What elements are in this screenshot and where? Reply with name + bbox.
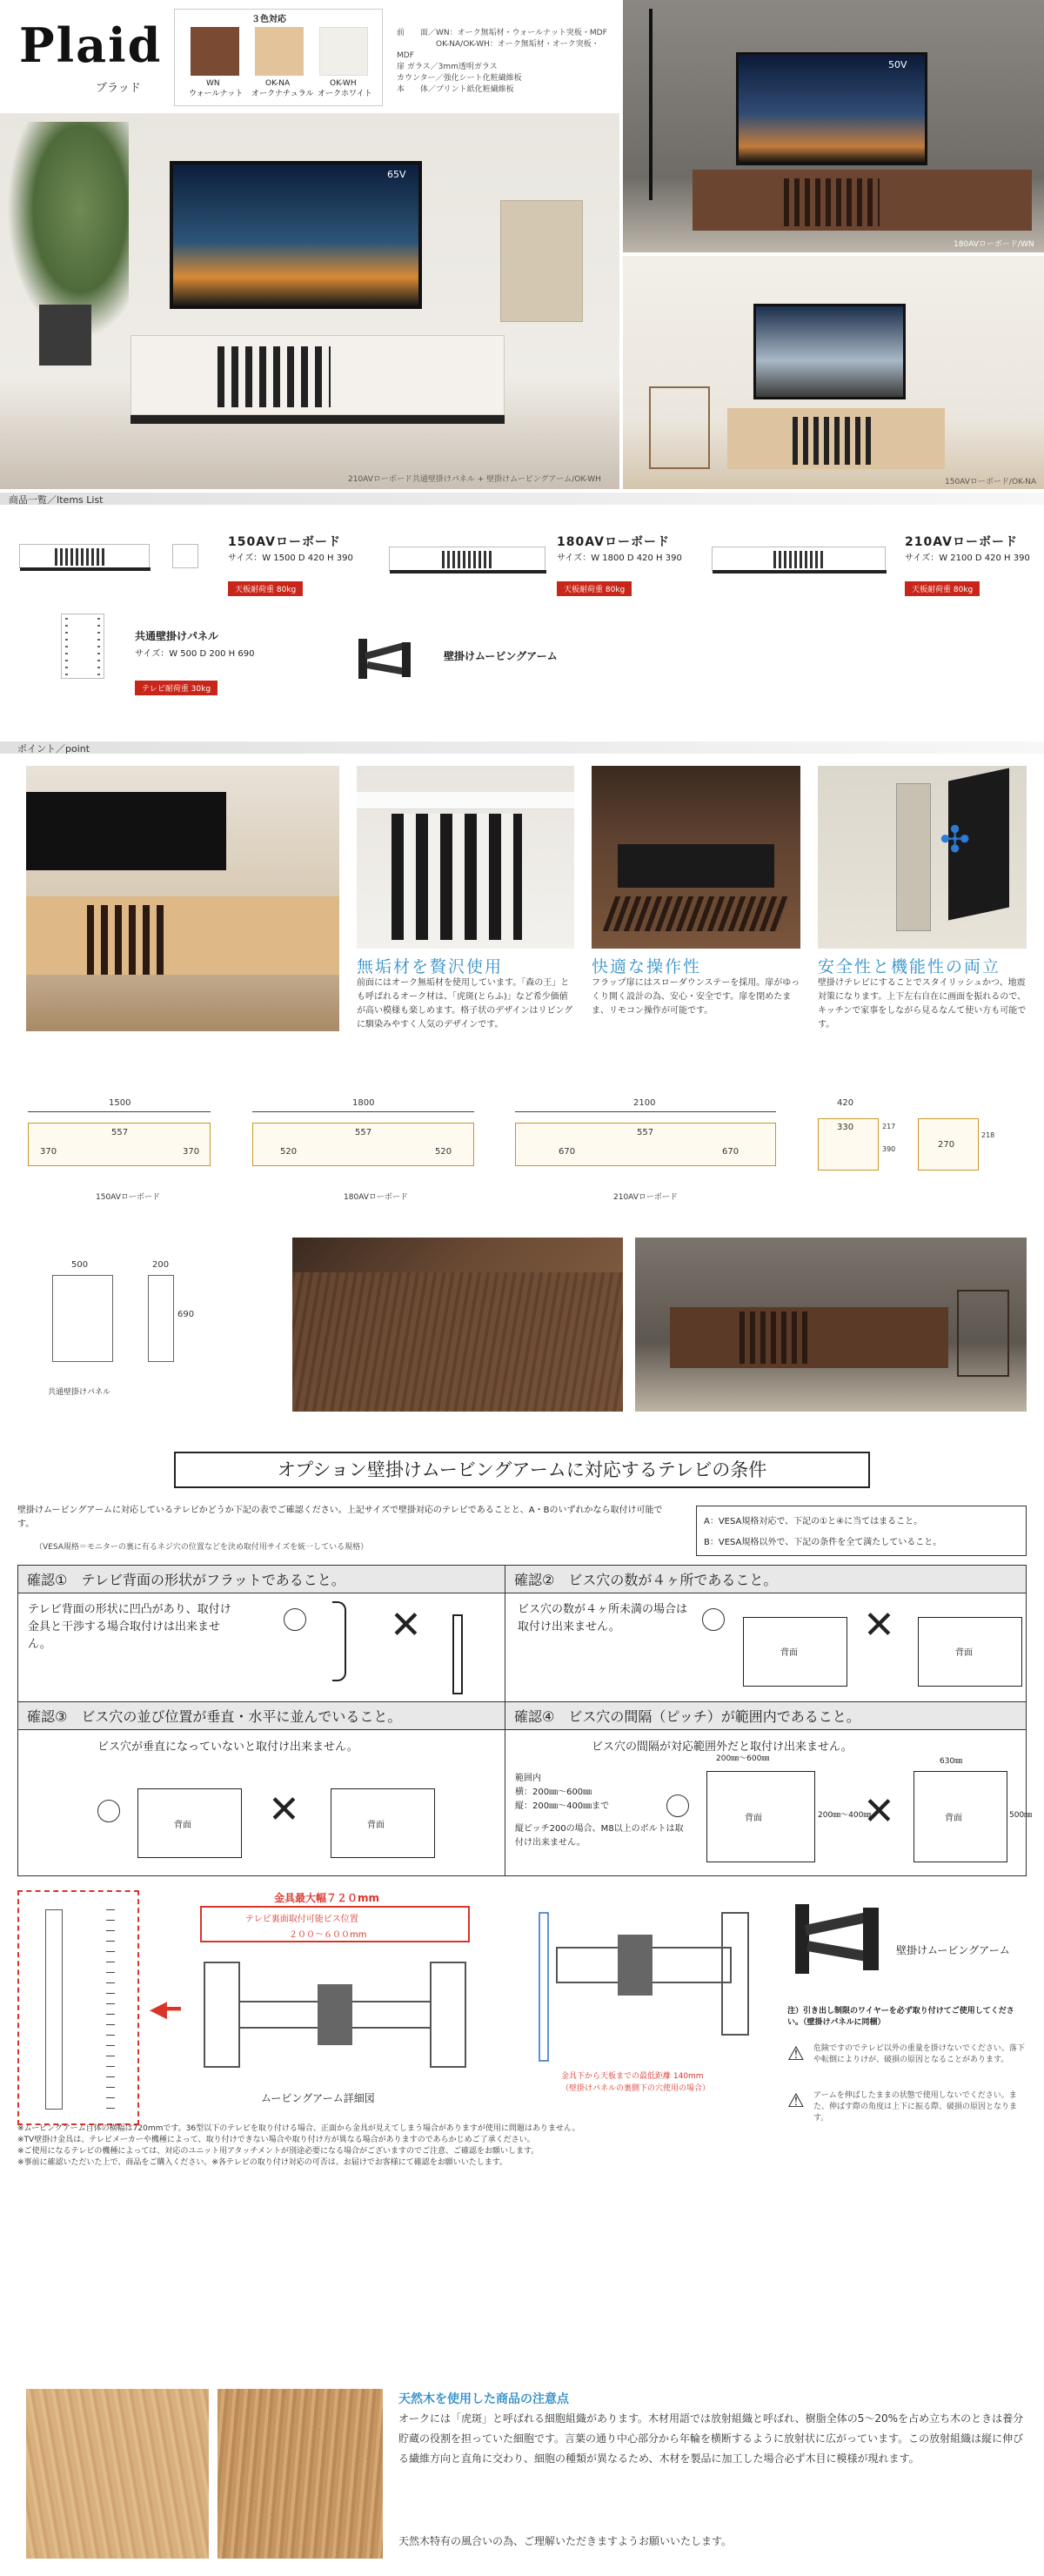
items-list-title: 商品一覧／Items List [9,494,104,506]
dim-depth-h2: 390 [882,1145,896,1153]
dim-caption: 180AVローボード [344,1193,408,1202]
dim-180-topline [252,1111,474,1112]
detail-photo-room [635,1238,1027,1412]
range-v: 縦：200㎜〜400㎜まで [515,1801,610,1811]
low-board-base [130,415,505,424]
arm-product-image [790,1895,886,1982]
ng-side: 500㎜ [1009,1811,1033,1820]
product-name: 210AVローボード [905,535,1018,549]
load-badge: テレビ耐荷重 30kg [135,681,218,695]
pitch-note: 縦ピッチ200の場合、M8以上のボルトは取付け出来ません。 [515,1824,684,1848]
panel-thumb [61,614,104,679]
low-board-lattice [218,346,331,407]
spec-line: 本 体／プリント紙化粧繊維板 [397,85,514,95]
dim-side: 370 [40,1147,57,1157]
check-4-title: 確認④ ビス穴の間隔（ピッチ）が範囲内であること。 [505,1702,1026,1730]
tv-uneven-back-icon [452,1614,463,1694]
point-body: 前面にはオーク無垢材を使用しています。「森の王」とも呼ばれるオーク材は、「虎斑(とらふ)」など希少価値が高い模様も楽しめます。格子状のデザインはリビングに馴染みやすく人気のデザインです。 [357,978,573,1030]
product-thumb-210 [712,547,886,571]
conditions-intro-note: （VESA規格＝モニターの裏に有るネジ穴の位置などを決め取付用サイズを統一している規格） [35,1543,369,1552]
point-body: フラップ扉にはスローダウンステーを採用。扉がゆっくり開く設計の為、安心・安全です。扉を閉めたまま、リモコン操作が可能です。 [592,978,800,1016]
point-heading: 安全性と機能性の両立 [818,957,1001,976]
ok-circle-icon [284,1608,306,1631]
swatch-name: オークホワイト [318,90,372,98]
conditions-intro: 壁掛けムービングアームに対応しているテレビかどうか下記の表でご確認ください。上記サイズで壁掛対応のテレビであることと、A・Bのいずれかなら取付け可能です。 [17,1506,663,1529]
load-badge: 天板耐荷重 80kg [557,581,632,596]
dim-depth-total: 420 [837,1098,854,1108]
spec-line: 扉 ガラス／3mm透明ガラス [397,63,498,72]
wood-sample-2 [218,2389,383,2559]
ng-cross-icon: ✕ [863,1603,895,1647]
ng-cross-icon: ✕ [268,1788,300,1832]
check-1-title: 確認① テレビ背面の形状がフラットであること。 [18,1566,505,1593]
dim-total: 1800 [352,1098,375,1108]
back-label: 背面 [745,1814,762,1823]
note-b: B：VESA規格以外で、下記の条件を全て満たしていること。 [704,1538,942,1547]
points-title: ポイント／point [17,743,90,755]
arm-vesa-box [200,1906,470,1942]
back-label: 背面 [367,1821,385,1830]
load-badge: 天板耐荷重 80kg [905,581,980,596]
footnote: ※事前に確認いただいた上で、商品をご購入ください。※各テレビの取り付け対応の可否は、お届けでお客様にて確認をお願いいたします。 [17,2158,508,2168]
ok-circle-icon [666,1794,689,1817]
floor-lamp [649,9,652,200]
spec-line: カウンター／強化シート化粧繊維板 [397,74,522,84]
dim-total: 1500 [109,1098,131,1108]
warning-icon: ⚠ [787,2090,805,2112]
dim-210-topline [515,1111,776,1112]
points-bar [0,741,1044,754]
dim-caption: 210AVローボード [613,1193,678,1202]
hero-photo-right-bottom [623,256,1044,489]
arm-warn-1: 注）引き出し制限のワイヤーを必ず取り付けてご使用してください。（壁掛けパネルに同梱） [787,2007,1014,2028]
wood-notice-closing: 天然木特有の風合いの為、ご理解いただきますようお願いいたします。 [398,2535,733,2547]
move-arrows-icon: ✣ [940,818,971,861]
ng-cross-icon: ✕ [863,1789,895,1834]
back-label: 背面 [955,1648,973,1658]
product-size: サイズ：W 1500 D 420 H 390 [228,553,353,563]
dim-panel-width: 500 [71,1260,89,1270]
dim-panel-height: 690 [177,1310,195,1319]
conditions-title-box: オプション壁掛けムービングアームに対応するテレビの条件 [174,1452,870,1488]
wall-art [500,200,583,322]
panel-name: 共通壁掛けパネル [135,630,219,642]
footnote: ※TV壁掛け金具は、テレビメーカーや機種によって、取り付けできない場合や取り付け方が異なる場合がありますのであらかじめご了承ください。 [17,2136,535,2145]
brand-logo: Plaid [19,17,163,73]
product-size: サイズ：W 1800 D 420 H 390 [557,553,682,563]
dim-center: 557 [111,1128,129,1137]
dim-side: 520 [280,1147,298,1157]
dim-caption: 150AVローボード [96,1193,160,1202]
point-photo-3 [592,766,800,949]
range-label: 範囲内 [515,1774,541,1783]
product-thumb-180 [389,547,545,571]
product-thumb-side [172,544,198,568]
dim-side: 670 [559,1147,576,1157]
check-2-title: 確認② ビス穴の数が４ヶ所であること。 [505,1566,1026,1593]
arm-bottom-sub: （壁掛けパネルの裏側下の穴使用の場合） [561,2084,711,2093]
ok-circle-icon [702,1608,725,1631]
dim-total: 2100 [633,1098,656,1108]
arm-max-width: 金具最大幅７２０mm [274,1892,380,1904]
arm-front-drawing [200,1954,470,2076]
swatch-name: ウォールナット [189,90,244,98]
dim-depth-inner: 330 [837,1123,854,1132]
color-options [174,9,383,106]
arm-vesa-range: テレビ裏面取付可能ビス位置 [245,1915,358,1924]
arm-warn-2: 危険ですのでテレビ以外の重量を掛けないでください。落下や転倒によりけが、破損の原因となることがあります。 [813,2044,1025,2065]
side-table [649,386,710,469]
ng-cross-icon: ✕ [390,1603,422,1647]
product-size: サイズ：W 2100 D 420 H 390 [905,553,1030,563]
back-label: 背面 [945,1814,962,1823]
dim-depth-h1: 217 [882,1123,896,1130]
dim-depth-h3: 218 [981,1131,995,1139]
dim-center: 557 [637,1128,654,1137]
dim-panel-side [148,1275,174,1362]
wood-notice-body: オークには「虎斑」と呼ばれる細胞組織があります。木材用語では放射組織と呼ばれ、樹脂全体の5〜20%を占め立ち木のときは養分貯蔵の役割を担っていた細胞です。言葉の通り中心部分から年輪を横断するように放射状に広がっています。この放射組織は縦に伸びる繊維方向と直角に交わり、細胞の種類が異なるため、木材を製品に加工した場合必ず木目に模様が現れます。 [398,2412,1024,2465]
pitch-top: 200㎜〜600㎜ [716,1754,770,1763]
swatch-ok-na [255,27,304,76]
arm-detail-zoom [17,1890,139,2125]
arrow-left-icon: ◀━ [150,1996,181,2023]
dim-panel-front [52,1275,113,1362]
warning-icon: ⚠ [787,2043,805,2065]
pitch-side: 200㎜〜400㎜ [818,1811,872,1820]
product-name: 180AVローボード [557,535,670,549]
point-heading: 快適な操作性 [592,957,702,976]
hero-photo-main [0,113,619,489]
brand-kana: ブラッド [96,82,141,95]
tv-size-label: 65V [387,169,406,180]
plant-pot [39,305,91,366]
check-1-body: テレビ背面の形状に凹凸があり、取付け金具と干渉する場合取付けは出来ません。 [28,1603,231,1652]
tv-size-label: 50V [888,59,907,70]
dim-center: 557 [355,1128,372,1137]
arm-side-drawing [522,1895,766,2070]
conditions-ab-box [696,1506,1027,1556]
arm-warn-3: アームを伸ばしたままの状態で使用しないでください。また、伸ばす際の角度は上下に振る際、破損の原因となります。 [813,2091,1018,2123]
dim-side: 670 [722,1147,740,1157]
arm-bottom-label: 金具下から天板までの最低距離 140mm [561,2072,704,2081]
hero-caption: 210AVローボード共通壁掛けパネル + 壁掛けムービングアーム/OK-WH [348,475,601,484]
dim-depth-inner2: 270 [938,1140,955,1150]
panel-size: サイズ：W 500 D 200 H 690 [135,649,255,659]
point-heading: 無垢材を贅沢使用 [357,957,504,976]
check-3-body: ビス穴が垂直になっていないと取付け出来ません。 [97,1741,358,1754]
point-body: 壁掛けテレビにすることでスタイリッシュかつ、地震対策になります。上下左右自在に画面を振れるので、キッチンで家事をしながら見るなんて使い方も可能です。 [818,978,1027,1030]
point-photo-4 [818,766,1027,949]
tv-flat-back-icon [332,1601,346,1681]
product-thumb-150 [19,544,150,568]
note-a: A：VESA規格対応で、下記の①と④に当てはまること。 [704,1517,923,1526]
swatch-wn [191,27,239,76]
dim-side: 520 [435,1147,452,1157]
spec-line: 前 面／WN：オーク無垢材・ウォールナット突板・MDF [397,29,607,37]
back-label: 背面 [780,1648,798,1658]
spec-line: OK-NA/OK-WH：オーク無垢材・オーク突板・MDF [397,40,599,61]
arm-thumb [355,634,418,684]
check-4-body: ビス穴の間隔が対応範囲外だと取付け出来ません。 [592,1741,853,1754]
swatch-code: OK-NA [265,79,291,88]
spec-list [397,28,614,96]
back-label: 背面 [174,1821,191,1830]
footnote: ※ご使用になるテレビの機種によっては、対応のユニット用アタッチメントが別途必要になる場合がございますのでご注意、ご確認をお願いします。 [17,2147,539,2157]
ng-top: 630㎜ [940,1757,963,1766]
check-2-body: ビス穴の数が４ヶ所未満の場合は取付け出来ません。 [518,1603,688,1634]
dim-panel-depth: 200 [152,1260,170,1270]
swatch-code: WN [206,79,220,88]
wood-notice-title: 天然木を使用した商品の注意点 [398,2392,569,2406]
low-board-lattice [793,417,871,465]
wall-tv [753,304,906,399]
detail-photo-wood [292,1238,623,1412]
load-badge: 天板耐荷重 80kg [228,581,303,596]
wall-tv [170,161,422,309]
hero-photo-right-top [623,0,1044,252]
ok-circle-icon [97,1800,120,1822]
swatch-code: OK-WH [330,79,357,88]
footnote: ※ムービングアーム自体の横幅は720mmです。36型以下のテレビを取り付ける場合、正面から金具が見えてしまう場合がありますが使用に問題はありません。 [17,2124,580,2133]
arm-caption: ムービングアーム詳細図 [261,2092,375,2104]
wood-sample-1 [26,2389,209,2559]
dim-150-topline [28,1111,211,1112]
dim-side: 370 [183,1147,200,1157]
hero-caption: 150AVローボード/OK-NA [945,478,1037,486]
hero-caption: 180AVローボード/WN [954,240,1034,249]
swatch-ok-wh [319,27,368,76]
point-photo-1 [26,766,339,1031]
arm-vesa-value: ２００〜６００mm [289,1930,367,1940]
color-title: ３色対応 [251,15,286,24]
low-board-lattice [784,178,880,226]
dim-caption: 共通壁掛けパネル [48,1388,111,1397]
point-photo-2 [357,766,574,949]
items-list-bar [0,493,1044,505]
swatch-name: オークナチュラル [251,90,314,98]
range-h: 横：200㎜〜600㎜ [515,1788,592,1797]
check-3-title: 確認③ ビス穴の並び位置が垂直・水平に並んでいること。 [18,1702,505,1730]
arm-footnotes [17,2123,783,2169]
arm-detail-name: 壁掛けムービングアーム [896,1944,1010,1956]
arm-name: 壁掛けムービングアーム [444,650,558,662]
product-name: 150AVローボード [228,535,341,549]
